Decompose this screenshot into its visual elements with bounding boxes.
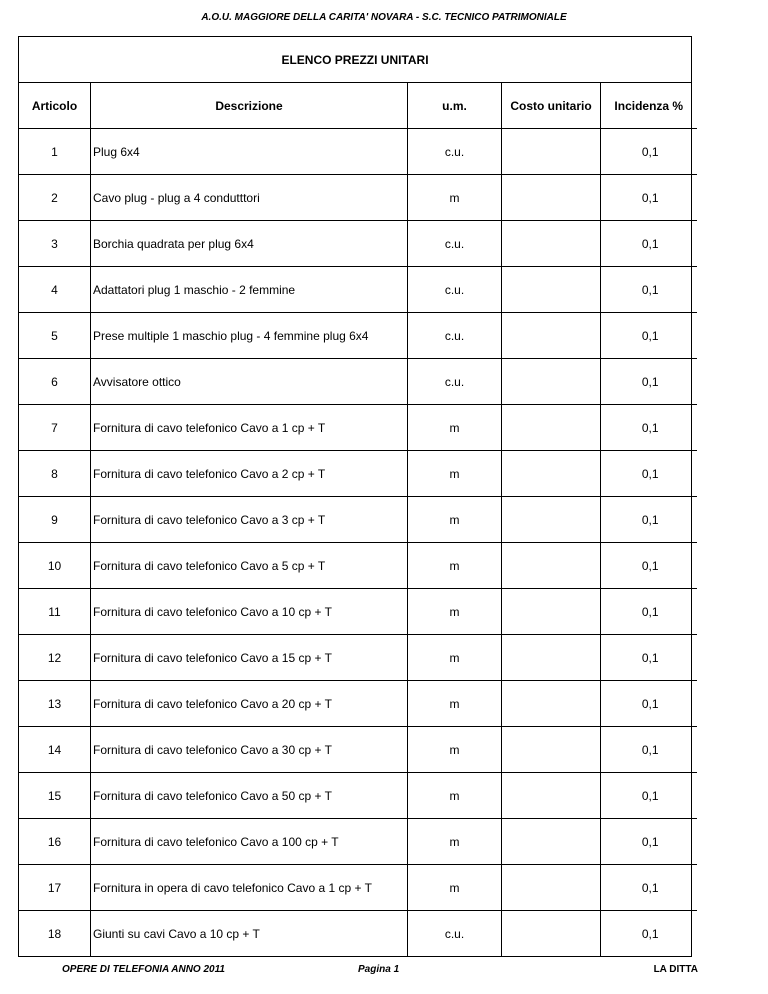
cell-costo-unitario [502, 543, 601, 589]
cell-costo-unitario [502, 589, 601, 635]
cell-descrizione: Fornitura di cavo telefonico Cavo a 20 cp + T [91, 681, 408, 727]
cell-descrizione: Fornitura di cavo telefonico Cavo a 50 cp + T [91, 773, 408, 819]
cell-articolo: 10 [19, 543, 91, 589]
table-row [19, 681, 697, 727]
cell-costo-unitario [502, 267, 601, 313]
cell-costo-unitario [502, 359, 601, 405]
cell-articolo: 2 [19, 175, 91, 221]
cell-descrizione: Fornitura di cavo telefonico Cavo a 5 cp + T [91, 543, 408, 589]
cell-um: m [408, 727, 502, 773]
cell-incidenza: 0,1 [601, 405, 697, 451]
table-row [19, 221, 697, 267]
footer-left: OPERE DI TELEFONIA ANNO 2011 [62, 964, 225, 975]
cell-um: c.u. [408, 359, 502, 405]
cell-articolo: 8 [19, 451, 91, 497]
cell-articolo: 5 [19, 313, 91, 359]
cell-incidenza: 0,1 [601, 451, 697, 497]
cell-articolo: 9 [19, 497, 91, 543]
cell-articolo: 1 [19, 129, 91, 175]
cell-descrizione: Plug 6x4 [91, 129, 408, 175]
cell-descrizione: Adattatori plug 1 maschio - 2 femmine [91, 267, 408, 313]
cell-articolo: 4 [19, 267, 91, 313]
page-number: Pagina 1 [358, 964, 400, 975]
table-row [19, 773, 697, 819]
cell-articolo: 14 [19, 727, 91, 773]
cell-incidenza: 0,1 [601, 129, 697, 175]
table-header-row [19, 83, 697, 129]
table-row [19, 267, 697, 313]
column-header-descrizione: Descrizione [91, 83, 408, 129]
cell-incidenza: 0,1 [601, 865, 697, 911]
cell-um: c.u. [408, 911, 502, 957]
cell-incidenza: 0,1 [601, 727, 697, 773]
table-row [19, 405, 697, 451]
cell-um: m [408, 865, 502, 911]
cell-descrizione: Fornitura in opera di cavo telefonico Cavo a 1 cp + T [91, 865, 408, 911]
cell-incidenza: 0,1 [601, 175, 697, 221]
cell-incidenza: 0,1 [601, 221, 697, 267]
cell-costo-unitario [502, 635, 601, 681]
cell-costo-unitario [502, 175, 601, 221]
cell-descrizione: Fornitura di cavo telefonico Cavo a 100 cp + T [91, 819, 408, 865]
cell-um: m [408, 405, 502, 451]
column-header-costo-unitario: Costo unitario [502, 83, 601, 129]
cell-articolo: 16 [19, 819, 91, 865]
cell-articolo: 6 [19, 359, 91, 405]
table-row [19, 727, 697, 773]
cell-articolo: 15 [19, 773, 91, 819]
table-row [19, 359, 697, 405]
cell-incidenza: 0,1 [601, 819, 697, 865]
cell-descrizione: Giunti su cavi Cavo a 10 cp + T [91, 911, 408, 957]
cell-articolo: 12 [19, 635, 91, 681]
cell-costo-unitario [502, 405, 601, 451]
table-row [19, 543, 697, 589]
table-row [19, 451, 697, 497]
table-row [19, 497, 697, 543]
cell-um: m [408, 681, 502, 727]
cell-incidenza: 0,1 [601, 773, 697, 819]
table-row [19, 819, 697, 865]
cell-incidenza: 0,1 [601, 543, 697, 589]
cell-descrizione: Borchia quadrata per plug 6x4 [91, 221, 408, 267]
cell-articolo: 18 [19, 911, 91, 957]
cell-articolo: 3 [19, 221, 91, 267]
cell-descrizione: Fornitura di cavo telefonico Cavo a 30 cp + T [91, 727, 408, 773]
cell-um: m [408, 175, 502, 221]
cell-costo-unitario [502, 773, 601, 819]
table-row [19, 129, 697, 175]
table-row [19, 635, 697, 681]
cell-um: c.u. [408, 221, 502, 267]
price-table [19, 83, 697, 956]
cell-costo-unitario [502, 129, 601, 175]
cell-incidenza: 0,1 [601, 589, 697, 635]
cell-um: m [408, 497, 502, 543]
cell-descrizione: Fornitura di cavo telefonico Cavo a 1 cp + T [91, 405, 408, 451]
cell-um: m [408, 635, 502, 681]
cell-um: m [408, 819, 502, 865]
column-header-incidenza: Incidenza % [601, 83, 697, 129]
document-header: A.O.U. MAGGIORE DELLA CARITA' NOVARA - S.C. TECNICO PATRIMONIALE [201, 12, 567, 23]
cell-incidenza: 0,1 [601, 313, 697, 359]
table-row [19, 589, 697, 635]
cell-costo-unitario [502, 819, 601, 865]
column-header-articolo: Articolo [19, 83, 91, 129]
cell-descrizione: Fornitura di cavo telefonico Cavo a 2 cp + T [91, 451, 408, 497]
table-row [19, 865, 697, 911]
cell-um: m [408, 451, 502, 497]
cell-costo-unitario [502, 727, 601, 773]
cell-costo-unitario [502, 681, 601, 727]
cell-articolo: 13 [19, 681, 91, 727]
cell-costo-unitario [502, 221, 601, 267]
cell-incidenza: 0,1 [601, 681, 697, 727]
cell-incidenza: 0,1 [601, 359, 697, 405]
cell-descrizione: Avvisatore ottico [91, 359, 408, 405]
cell-articolo: 7 [19, 405, 91, 451]
cell-um: c.u. [408, 129, 502, 175]
document-title: ELENCO PREZZI UNITARI [19, 37, 691, 83]
cell-descrizione: Cavo plug - plug a 4 condutttori [91, 175, 408, 221]
cell-um: c.u. [408, 313, 502, 359]
cell-incidenza: 0,1 [601, 497, 697, 543]
cell-costo-unitario [502, 865, 601, 911]
cell-incidenza: 0,1 [601, 911, 697, 957]
cell-um: c.u. [408, 267, 502, 313]
column-header-um: u.m. [408, 83, 502, 129]
cell-um: m [408, 589, 502, 635]
cell-um: m [408, 543, 502, 589]
cell-descrizione: Fornitura di cavo telefonico Cavo a 10 cp + T [91, 589, 408, 635]
cell-descrizione: Fornitura di cavo telefonico Cavo a 15 cp + T [91, 635, 408, 681]
cell-articolo: 17 [19, 865, 91, 911]
cell-costo-unitario [502, 313, 601, 359]
cell-incidenza: 0,1 [601, 267, 697, 313]
table-row [19, 175, 697, 221]
cell-costo-unitario [502, 911, 601, 957]
table-row [19, 911, 697, 957]
footer-right: LA DITTA [653, 964, 698, 975]
cell-descrizione: Fornitura di cavo telefonico Cavo a 3 cp + T [91, 497, 408, 543]
cell-costo-unitario [502, 451, 601, 497]
cell-articolo: 11 [19, 589, 91, 635]
table-row [19, 313, 697, 359]
cell-costo-unitario [502, 497, 601, 543]
cell-descrizione: Prese multiple 1 maschio plug - 4 femmine plug 6x4 [91, 313, 408, 359]
price-list-sheet [18, 36, 692, 957]
cell-um: m [408, 773, 502, 819]
cell-incidenza: 0,1 [601, 635, 697, 681]
